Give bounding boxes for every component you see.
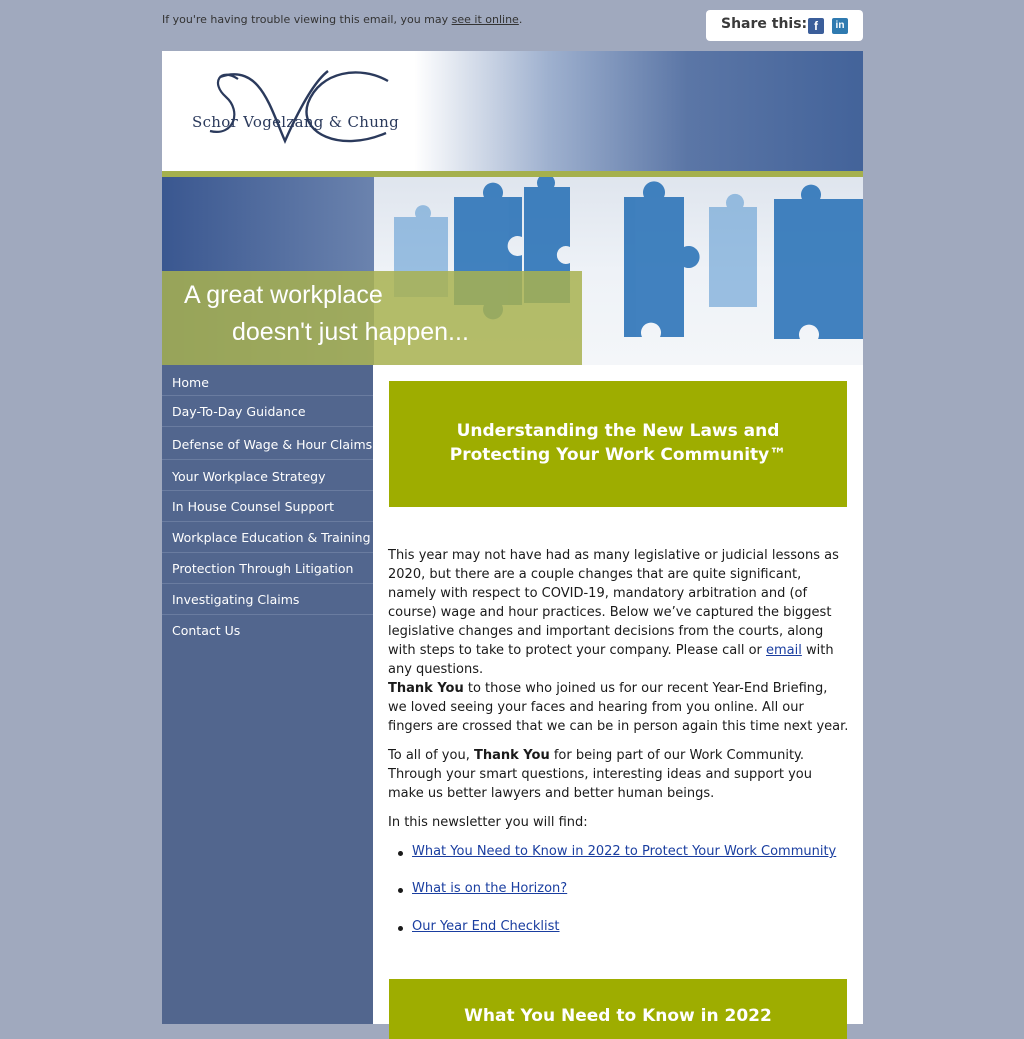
nav-label: Your Workplace Strategy bbox=[172, 469, 326, 484]
community-paragraph bbox=[388, 746, 850, 803]
view-online-notice bbox=[162, 13, 522, 26]
community-text: for being part of our Work Community. Through your smart questions, interesting ideas and support you make us better lawyers and better human beings. bbox=[388, 748, 812, 801]
nav-item-wage-hour-claims[interactable] bbox=[162, 427, 373, 460]
thanks-paragraph bbox=[388, 679, 850, 736]
hero-banner bbox=[162, 177, 863, 365]
nav-label: Protection Through Litigation bbox=[172, 561, 354, 576]
link-year-end-checklist[interactable]: Our Year End Checklist bbox=[412, 919, 560, 934]
nav-label: Investigating Claims bbox=[172, 592, 300, 607]
title-box bbox=[389, 381, 847, 507]
intro-paragraph bbox=[388, 546, 850, 679]
newsletter-title bbox=[389, 419, 847, 467]
header bbox=[162, 51, 863, 171]
title-line-2: Protecting Your Work Community™ bbox=[449, 445, 787, 465]
intro-text: This year may not have had as many legislative or judicial lessons as 2020, but there are a couple changes that are quite significant, namely with respect to COVID-19, mandatory arbitration and (of course) wage and hour practices. Below we’ve captured the biggest legislative changes and important decisions from the courts, along with steps to take to protect your company. Please call or bbox=[388, 548, 839, 658]
newsletter-intro: In this newsletter you will find: bbox=[388, 815, 588, 830]
nav-item-workplace-strategy[interactable] bbox=[162, 460, 373, 491]
sidebar bbox=[162, 365, 373, 1024]
nav-label: Home bbox=[172, 375, 209, 390]
list-item bbox=[412, 919, 560, 934]
list-item bbox=[412, 881, 567, 896]
nav-label: In House Counsel Support bbox=[172, 499, 335, 514]
nav-label: Contact Us bbox=[172, 623, 241, 638]
tagline-line-1: A great workplace bbox=[184, 281, 383, 309]
community-prefix: To all of you, bbox=[388, 748, 474, 763]
svc-logo-monogram bbox=[190, 57, 400, 153]
nav-item-home[interactable] bbox=[162, 365, 373, 396]
share-label: Share this: bbox=[721, 16, 808, 32]
linkedin-icon[interactable]: in bbox=[832, 18, 848, 34]
thanks-bold: Thank You bbox=[388, 681, 464, 696]
intro-suffix: with any questions. bbox=[388, 643, 834, 677]
nav-item-investigating-claims[interactable] bbox=[162, 584, 373, 615]
nav-label: Defense of Wage & Hour Claims bbox=[172, 437, 373, 452]
notice-suffix: . bbox=[518, 13, 523, 26]
share-box bbox=[706, 10, 863, 41]
facebook-icon[interactable]: f bbox=[808, 18, 824, 34]
nav-item-in-house-counsel[interactable] bbox=[162, 491, 373, 522]
firm-name: Schor Vogelzang & Chung bbox=[192, 113, 400, 131]
tagline-line-2: doesn't just happen... bbox=[232, 318, 469, 346]
nav-label: Day-To-Day Guidance bbox=[172, 404, 306, 419]
title-line-1: Understanding the New Laws and bbox=[456, 421, 780, 441]
see-online-link[interactable]: see it online bbox=[451, 13, 519, 26]
main-content bbox=[373, 365, 863, 1024]
list-item bbox=[412, 844, 836, 859]
community-bold: Thank You bbox=[473, 748, 550, 763]
notice-text: If you're having trouble viewing this email, you may bbox=[162, 13, 452, 26]
nav-label: Workplace Education & Training bbox=[172, 530, 371, 545]
section-header-box bbox=[389, 979, 847, 1039]
link-on-the-horizon[interactable]: What is on the Horizon? bbox=[412, 881, 568, 896]
email-link[interactable]: email bbox=[766, 643, 802, 658]
link-what-you-need-to-know[interactable]: What You Need to Know in 2022 to Protect Your Work Community bbox=[412, 844, 837, 859]
nav-item-litigation[interactable] bbox=[162, 553, 373, 584]
nav-item-contact-us[interactable] bbox=[162, 615, 373, 646]
nav-item-day-to-day-guidance[interactable] bbox=[162, 396, 373, 427]
thanks-text: to those who joined us for our recent Year-End Briefing, we loved seeing your faces and hearing from you online. All our fingers are crossed that we can be in person again this time next year. bbox=[388, 681, 849, 734]
section-title: What You Need to Know in 2022 bbox=[464, 1006, 772, 1026]
nav-item-education-training[interactable] bbox=[162, 522, 373, 553]
